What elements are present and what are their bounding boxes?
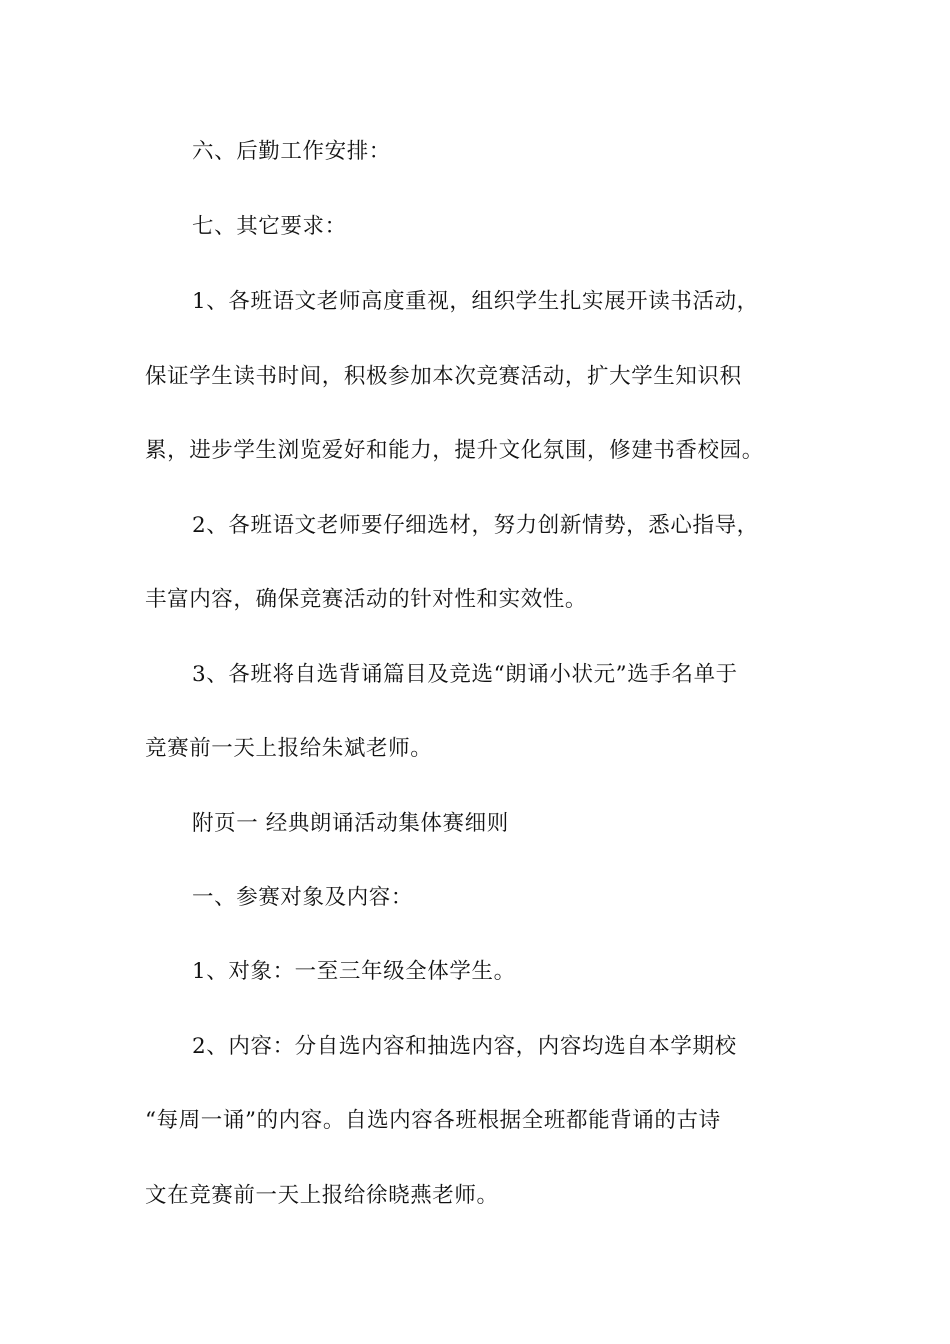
- paragraph-line: 丰富内容，确保竞赛活动的针对性和实效性。: [145, 587, 588, 612]
- paragraph-line: 竞赛前一天上报给朱斌老师。: [145, 736, 433, 761]
- paragraph-line: 2、内容：分自选内容和抽选内容，内容均选自本学期校: [192, 1034, 737, 1059]
- section-heading-logistics: 六、后勤工作安排：: [192, 139, 391, 164]
- paragraph-line: 3、各班将自选背诵篇目及竞选“朗诵小状元”选手名单于: [192, 662, 738, 687]
- section-heading-other-requirements: 七、其它要求：: [192, 214, 347, 239]
- paragraph-line: 文在竞赛前一天上报给徐晓燕老师。: [145, 1183, 499, 1208]
- paragraph-line: 1、各班语文老师高度重视，组织学生扎实展开读书活动，: [192, 289, 759, 314]
- paragraph-line: 累，进步学生浏览爱好和能力，提升文化氛围，修建书香校园。: [145, 438, 764, 463]
- paragraph-line: “每周一诵”的内容。自选内容各班根据全班都能背诵的古诗: [145, 1108, 721, 1133]
- paragraph-line: 2、各班语文老师要仔细选材，努力创新情势，悉心指导，: [192, 513, 759, 538]
- paragraph-line: 保证学生读书时间，积极参加本次竞赛活动，扩大学生知识积: [145, 364, 742, 389]
- paragraph-line: 1、对象：一至三年级全体学生。: [192, 959, 516, 984]
- appendix-title: 附页一 经典朗诵活动集体赛细则: [192, 811, 509, 836]
- section-heading-participants: 一、参赛对象及内容：: [192, 885, 414, 910]
